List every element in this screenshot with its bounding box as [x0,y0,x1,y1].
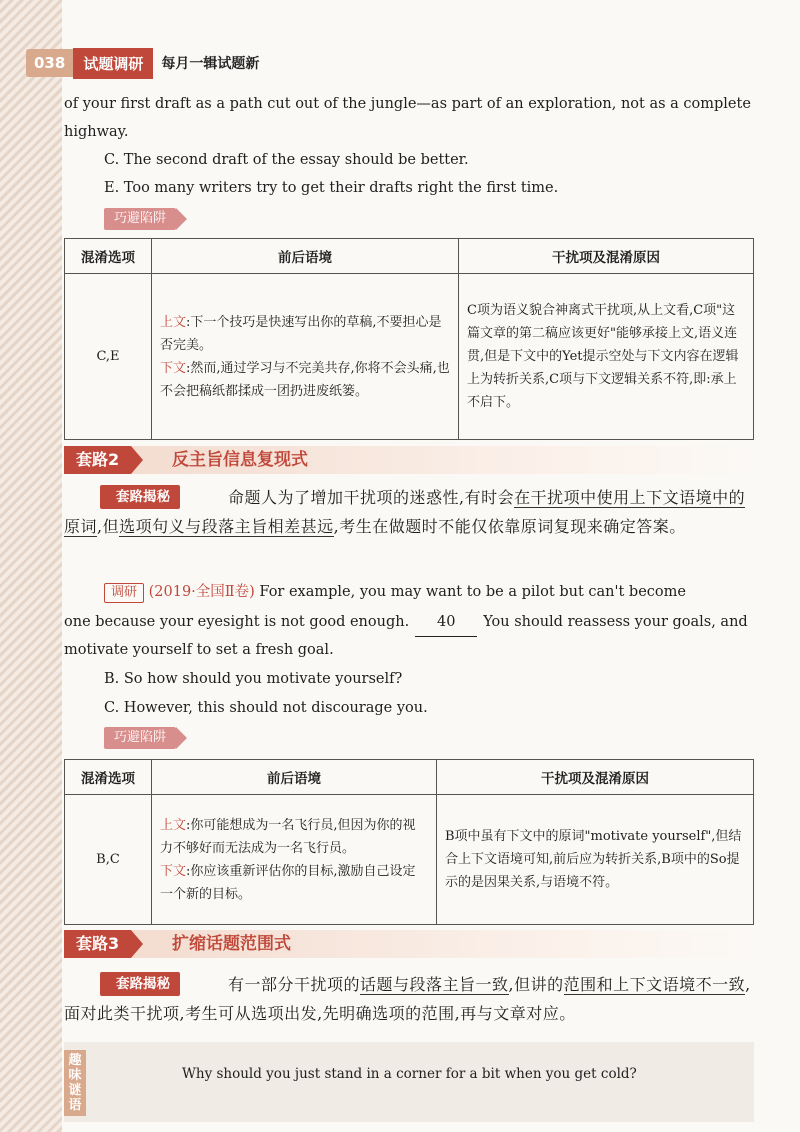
trap-badge: 巧避陷阱 [104,727,176,749]
trap-badge: 巧避陷阱 [104,208,176,230]
confusing-option: B,C [65,795,152,925]
research-badge: 调研 [104,583,144,603]
riddle-question: Why should you just stand in a corner for a bit when you get cold? [182,1066,637,1082]
underlined-text: 语境中的原词 [64,488,746,536]
option-c: C. The second draft of the essay should be better. [104,152,469,168]
example-text: one because your eyesight is not good enough. [64,614,410,630]
strategy-tag: 套路2 [64,446,131,474]
underlined-text: 境不一致 [679,975,746,994]
context-label: 下文 [160,863,187,879]
table-header: 前后语境 [152,239,459,274]
context-cell [152,795,437,925]
page-header [26,48,259,78]
page-number: 038 [26,49,73,77]
intro-line-2: highway. [64,124,129,140]
underlined-text: 范围和上下文语 [563,975,680,994]
context-cell [152,274,459,440]
research-line [104,578,686,606]
table-header: 干扰项及混淆原因 [437,760,754,795]
answer-blank: 40 [415,608,477,637]
context-text: :你可能想成为一名飞行员,但因为你的视力不够好而无法成为一名飞行员。 [160,817,416,856]
context-text: :下一个技巧是快速写出你的草稿,不要担心是否完美。 [160,314,442,353]
example-line-2 [64,608,748,637]
para-text: ,但 [97,517,120,536]
fun-riddle-box [64,1042,754,1122]
option-e: E. Too many writers try to get their drafts right the first time. [104,180,559,196]
page-margin-pattern [0,0,62,1132]
example-text: You should reassess your goals, and [483,614,748,630]
header-subtitle: 每月一辑试题新 [161,56,260,72]
context-text: :然而,通过学习与不完美共存,你将不会头痛,也不会把稿纸都揉成一团扔进废纸篓。 [160,360,450,399]
fun-tag: 趣味谜语 [64,1050,86,1116]
example-line-1: For example, you may want to be a pilot but can't become [259,584,686,600]
para-text: ,面对此类干扰项,考生可从选项出发,先明确选项的范围,再与文章对应。 [64,975,751,1023]
source: (2019·全国Ⅱ卷) [148,584,255,600]
reason-cell: C项为语义貌合神离式干扰项,从上文看,C项"这篇文章的第二稿应该更好"能够承接上文,语义连贯,但是下文中的Yet提示空处与下文内容在逻辑上为转折关系,C项与下文逻辑关系不符,即:承上不启下。 [459,274,754,440]
table-header: 混淆选项 [65,239,152,274]
table-header: 干扰项及混淆原因 [459,239,754,274]
option-c-2: C. However, this should not discourage you. [104,700,428,716]
para-text: ,考生在做题时不能仅依靠原词复现来确定答案。 [333,517,686,536]
context-label: 上文 [160,817,187,833]
strategy-2-bar [64,446,754,474]
table-header: 混淆选项 [65,760,152,795]
strategy-title: 扩缩话题范围式 [172,934,291,954]
reason-cell: B项中虽有下文中的原词"motivate yourself",但结合上下文语境可知,前后应为转折关系,B项中的So提示的是因果关系,与语境不符。 [437,795,754,925]
context-label: 上文 [160,314,187,330]
context-text: :你应该重新评估你的目标,激励自己设定一个新的目标。 [160,863,416,902]
context-label: 下文 [160,360,187,376]
option-b: B. So how should you motivate yourself? [104,671,403,687]
table-header: 前后语境 [152,760,437,795]
intro-line-1: of your first draft as a path cut out of the jungle—as part of an exploration, not as a complete [64,96,751,112]
strategy-3-paragraph [64,970,754,1028]
strategy-tag: 套路3 [64,930,131,958]
underlined-text: 话题与段落主旨一致 [360,975,509,994]
underlined-text: 选项句义与段落主旨相差甚远 [119,517,334,536]
strategy-title: 反主旨信息复现式 [172,450,308,470]
para-text: 命题人为了增加干扰项的迷惑性,有时会 [228,488,515,507]
strategy-3-bar [64,930,754,958]
strategy-2-paragraph [64,483,754,541]
underlined-text: 在干扰项中使用上下文 [514,488,680,507]
trap-table-1 [64,238,754,440]
trap-table-2 [64,759,754,925]
confusing-option: C,E [65,274,152,440]
para-text: ,但讲的 [508,975,564,994]
reveal-badge: 套路揭秘 [100,485,180,509]
example-line-3: motivate yourself to set a fresh goal. [64,642,334,658]
para-text: 有一部分干扰项的 [228,975,361,994]
reveal-badge: 套路揭秘 [100,972,180,996]
section-tag: 试题调研 [73,48,153,79]
